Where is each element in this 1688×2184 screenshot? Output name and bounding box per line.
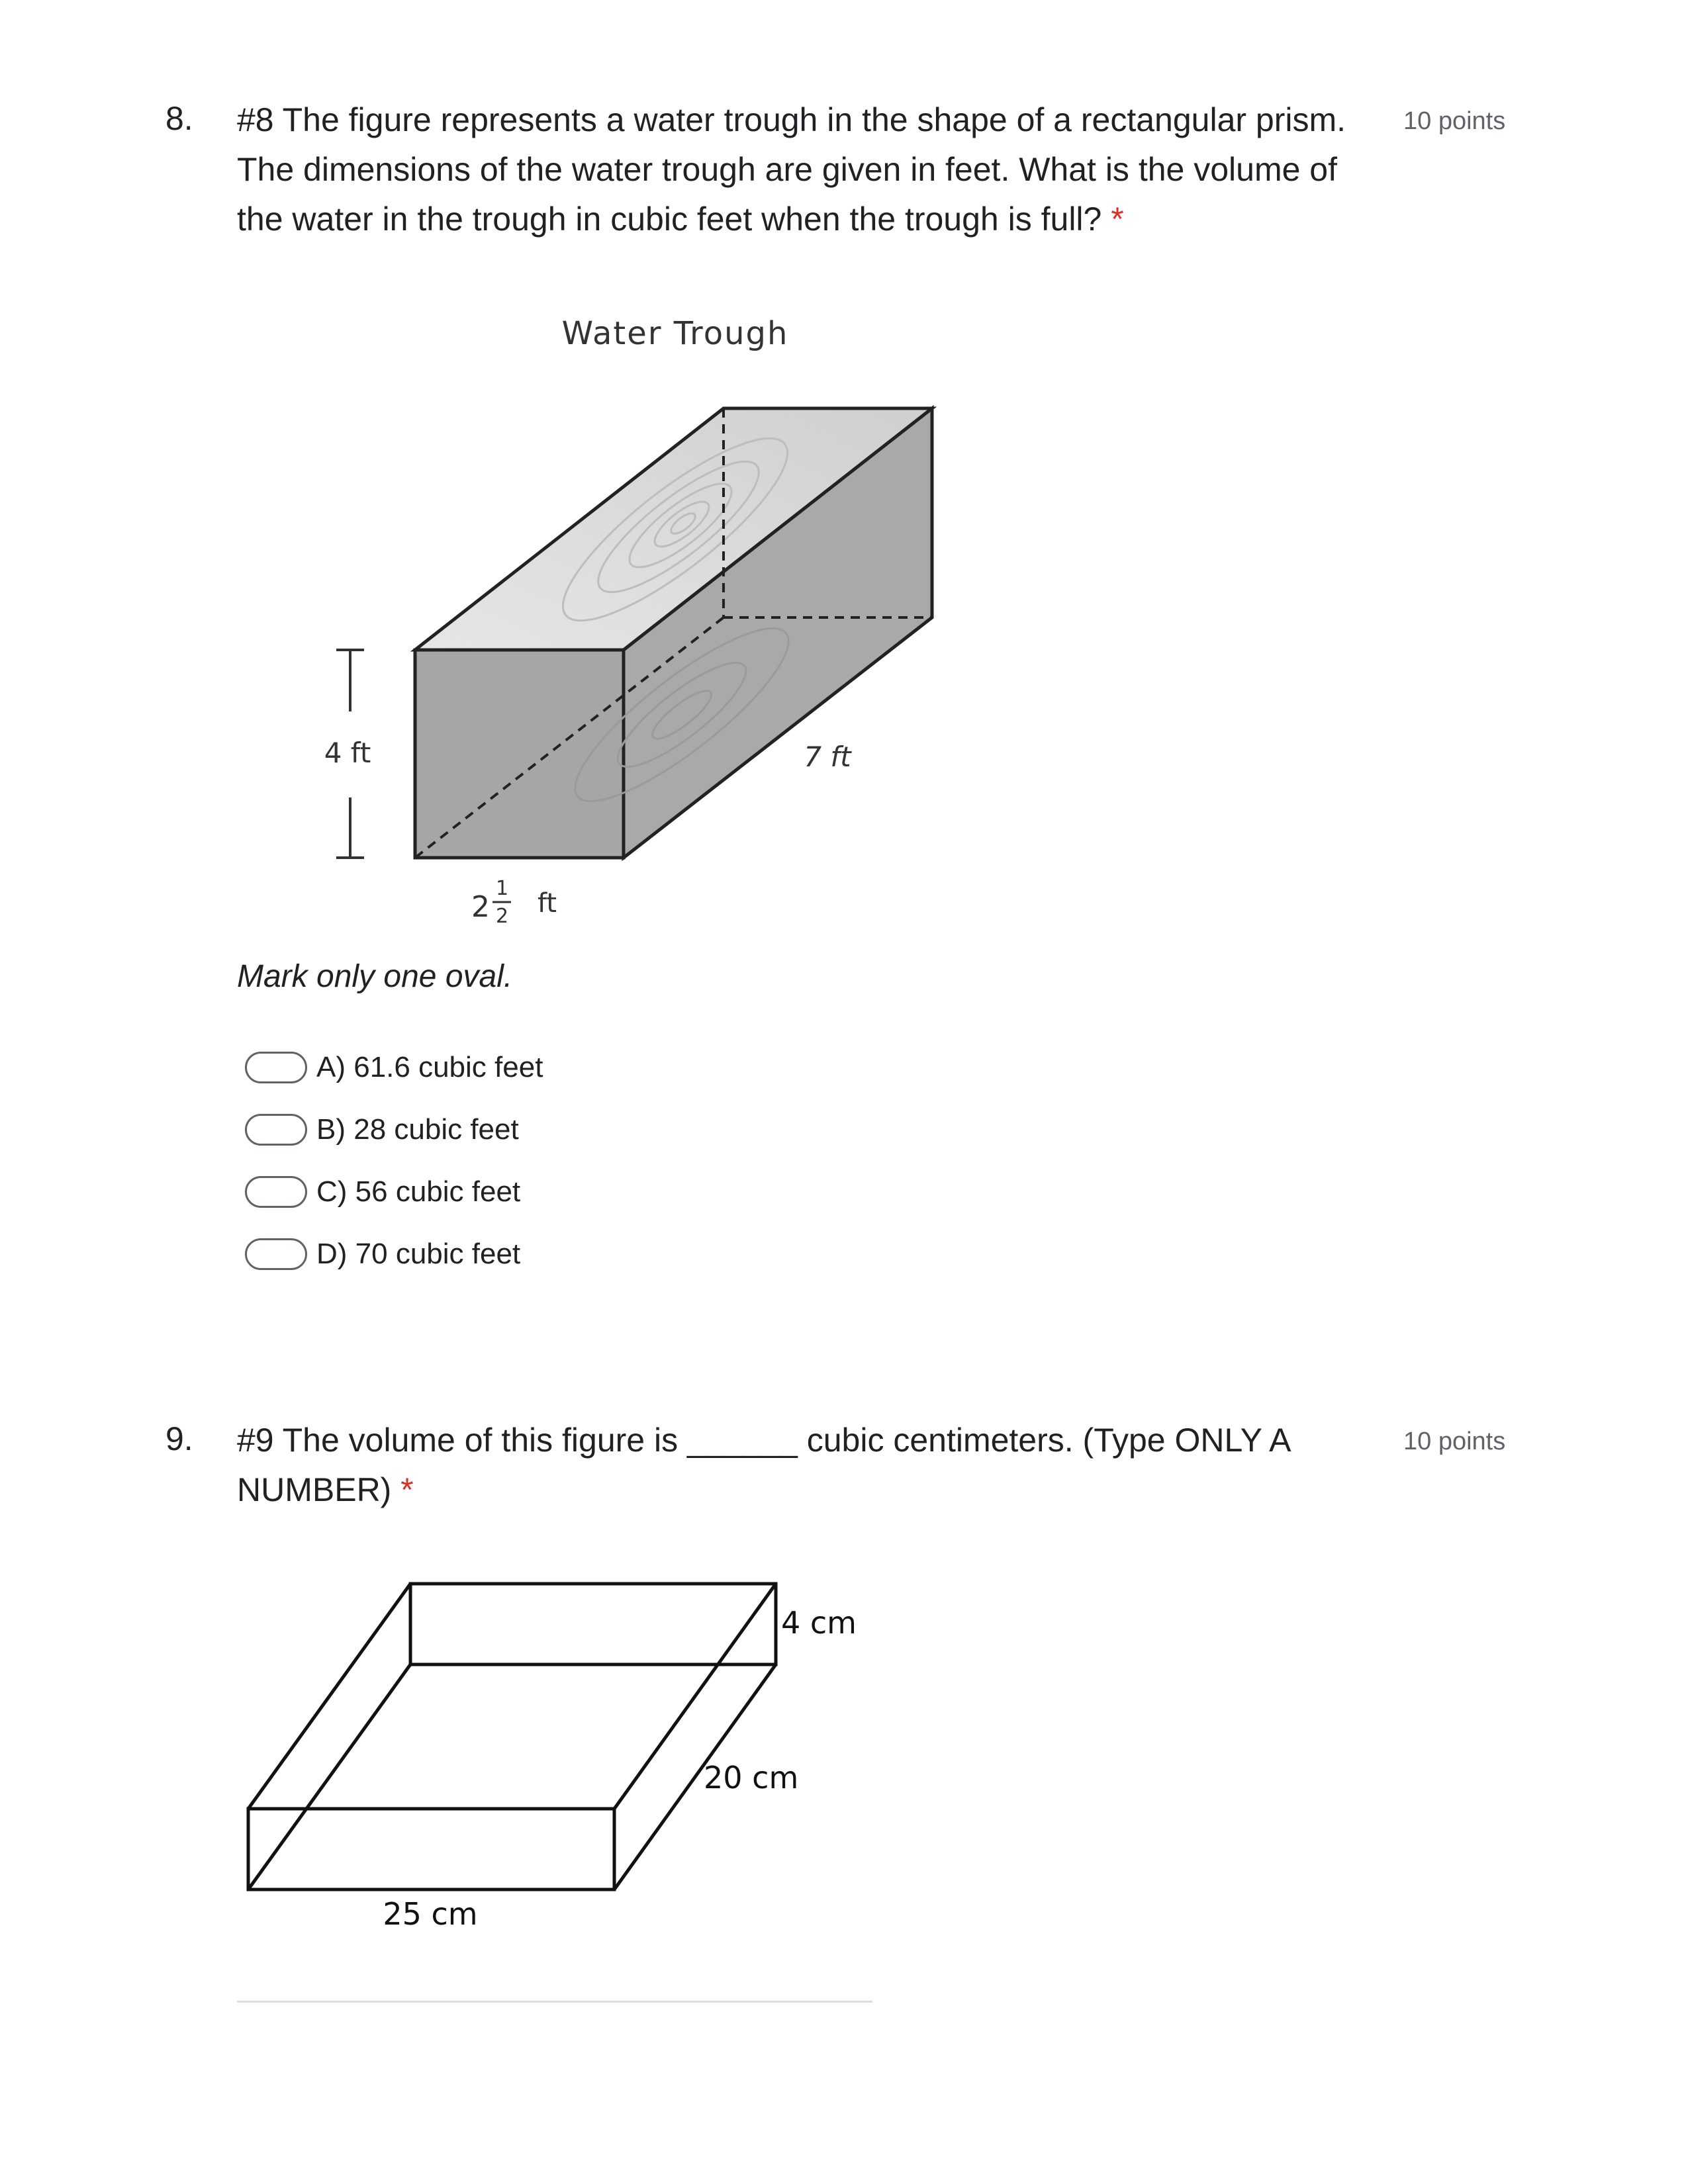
question-8-points: 10 points bbox=[1403, 107, 1506, 135]
question-8-line-1: #8 The figure represents a water trough in the shape of a rectangular prism. bbox=[237, 101, 1346, 138]
required-asterisk: * bbox=[1111, 201, 1124, 238]
box-height-label: 4 cm bbox=[781, 1605, 857, 1641]
option-d-label: D) 70 cubic feet bbox=[316, 1238, 521, 1270]
question-8-number: 8. bbox=[165, 100, 193, 137]
instruction-text: Mark only one oval. bbox=[237, 959, 513, 994]
water-trough-figure bbox=[291, 311, 953, 946]
required-asterisk: * bbox=[400, 1471, 414, 1508]
option-b-radio[interactable] bbox=[245, 1114, 307, 1146]
option-c-label: C) 56 cubic feet bbox=[316, 1175, 521, 1208]
option-c-radio[interactable] bbox=[245, 1176, 307, 1208]
height-label: 4 ft bbox=[324, 737, 371, 769]
box-depth-label: 20 cm bbox=[704, 1760, 799, 1796]
answer-input[interactable] bbox=[237, 2001, 872, 2003]
option-a-radio[interactable] bbox=[245, 1052, 307, 1083]
svg-text:1: 1 bbox=[496, 877, 509, 900]
question-9-line-1: #9 The volume of this figure is ______ cubic centimeters. (Type ONLY A bbox=[237, 1422, 1291, 1459]
option-a-label: A) 61.6 cubic feet bbox=[316, 1051, 543, 1083]
box-width-label: 25 cm bbox=[383, 1896, 478, 1932]
question-9-points: 10 points bbox=[1403, 1428, 1506, 1455]
length-label: 7 ft bbox=[804, 741, 851, 773]
svg-text:ft: ft bbox=[538, 888, 557, 919]
option-b[interactable] bbox=[245, 1110, 519, 1150]
question-8-text bbox=[237, 95, 1389, 244]
option-d[interactable] bbox=[245, 1234, 520, 1274]
question-9-text bbox=[237, 1416, 1389, 1515]
option-d-radio[interactable] bbox=[245, 1238, 307, 1270]
question-8-line-2: The dimensions of the water trough are given in feet. What is the volume of bbox=[237, 151, 1337, 188]
width-label bbox=[471, 877, 557, 928]
option-a[interactable] bbox=[245, 1048, 543, 1087]
trough-front-face bbox=[415, 650, 624, 858]
question-9-line-2: NUMBER) * bbox=[237, 1471, 414, 1508]
svg-text:2: 2 bbox=[496, 905, 509, 928]
option-c[interactable] bbox=[245, 1172, 520, 1212]
question-9-number: 9. bbox=[165, 1420, 193, 1457]
trough-title: Water Trough bbox=[561, 315, 789, 352]
option-b-label: B) 28 cubic feet bbox=[316, 1113, 519, 1146]
svg-text:2: 2 bbox=[471, 890, 490, 924]
box-figure bbox=[238, 1569, 874, 1939]
question-8-line-3: the water in the trough in cubic feet when the trough is full? * bbox=[237, 201, 1124, 238]
